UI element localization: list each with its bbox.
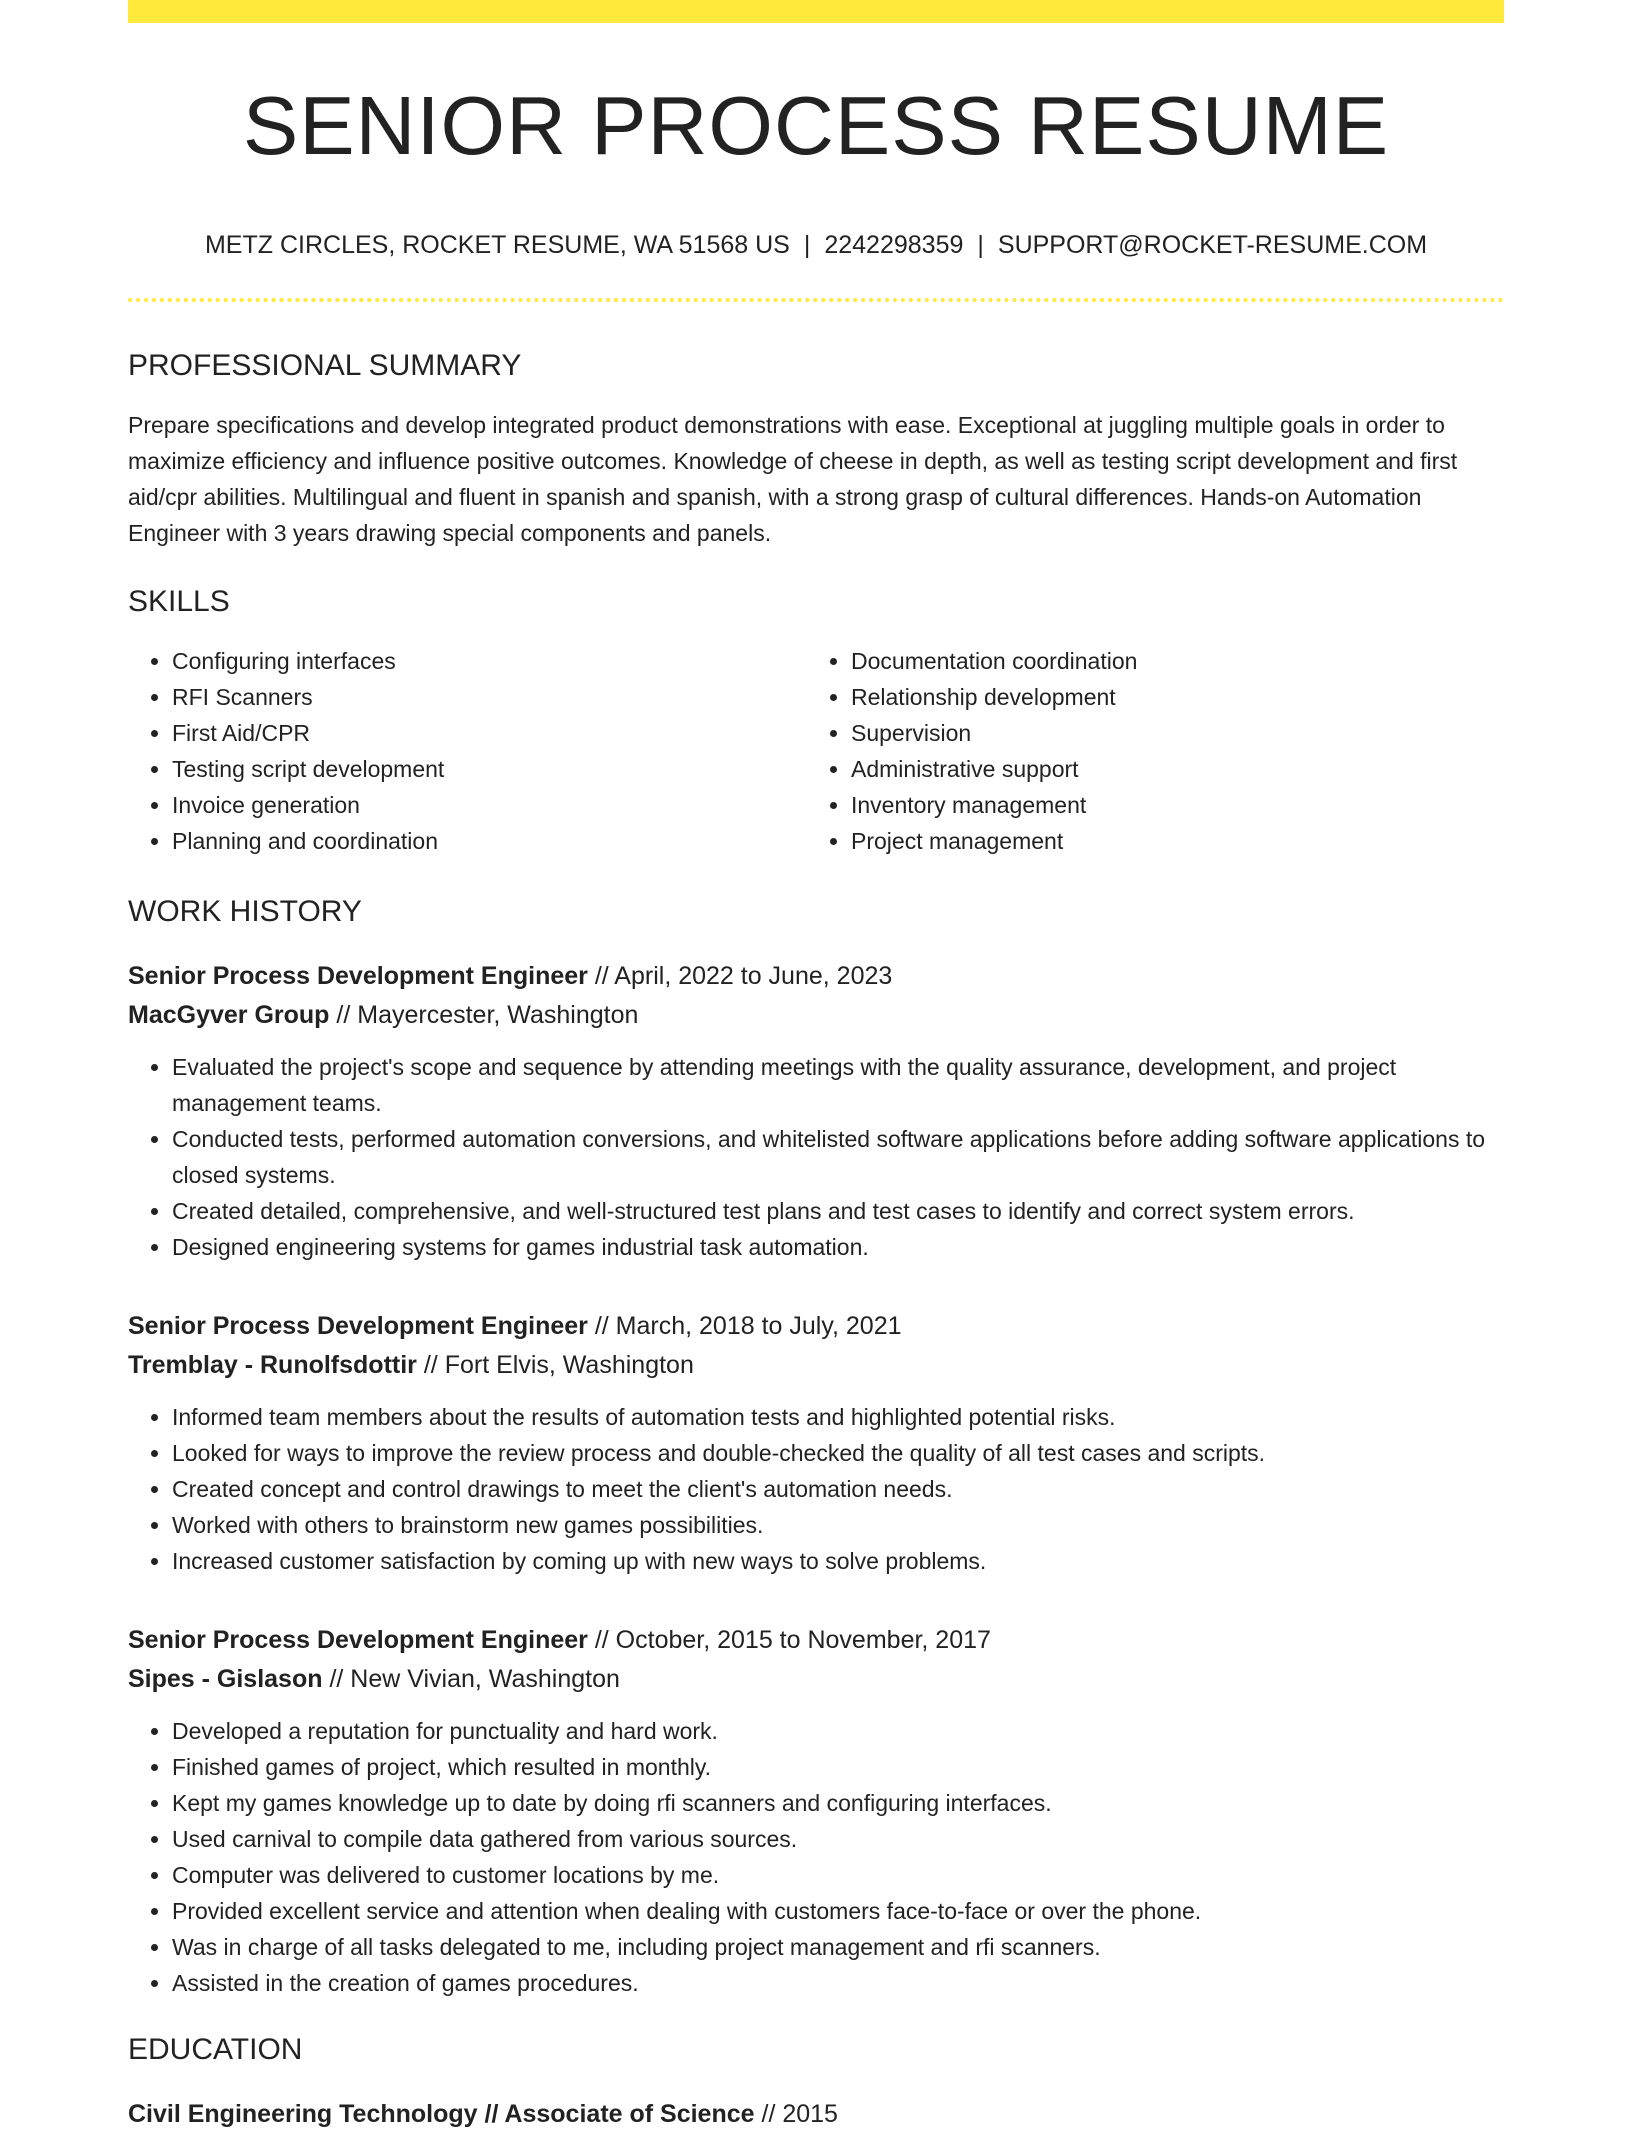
job-entry [128, 1307, 1504, 1579]
job-bullet: • Created concept and control drawings to meet the client's automation needs. [172, 1471, 1504, 1507]
job-bullet: • Finished games of project, which resulted in monthly. [172, 1749, 1504, 1785]
job-dates: // April, 2022 to June, 2023 [594, 962, 893, 990]
job-bullet: • Provided excellent service and attention when dealing with customers face-to-face or over the phone. [172, 1893, 1504, 1929]
job-bullet: • Conducted tests, performed automation conversions, and whitelisted software applications before adding software applications to closed systems. [172, 1121, 1504, 1193]
job-company: MacGyver Group [128, 1001, 330, 1029]
summary-text: Prepare specifications and develop integrated product demonstrations with ease. Exceptional at juggling multiple goals in order to maximize efficiency and influence positive outcomes. Knowledge of cheese in depth, as well as testing script development and first aid/cpr abilities. Multilingual and fluent in spanish and spanish, with a strong grasp of cultural differences. Hands-on Automation Engineer with 3 years drawing special components and panels. [128, 412, 1458, 546]
contact-phone: 2242298359 [824, 231, 964, 259]
job-bullet: • Looked for ways to improve the review process and double-checked the quality of all test cases and scripts. [172, 1435, 1504, 1471]
contact-email: SUPPORT@ROCKET-RESUME.COM [997, 231, 1428, 259]
job-bullet: • Evaluated the project's scope and sequence by attending meetings with the quality assurance, development, and project management teams. [172, 1049, 1504, 1121]
skill-item: • First Aid/CPR [172, 715, 807, 751]
contact-line [128, 233, 1504, 258]
job-location: // Mayercester, Washington [336, 1001, 639, 1029]
job-bullet: • Informed team members about the results of automation tests and highlighted potential risks. [172, 1399, 1504, 1435]
job-dates: // March, 2018 to July, 2021 [594, 1312, 902, 1340]
skills-list-left [128, 643, 807, 859]
skill-item: • Administrative support [851, 751, 1486, 787]
resume-name: SENIOR PROCESS RESUME [242, 79, 1390, 172]
job-role: Senior Process Development Engineer [128, 962, 588, 990]
header-divider [128, 298, 1504, 302]
contact-separator: | [977, 231, 984, 259]
top-accent-bar [128, 0, 1504, 23]
job-company: Tremblay - Runolfsdottir [128, 1351, 417, 1379]
job-bullet: • Used carnival to compile data gathered from various sources. [172, 1821, 1504, 1857]
job-company: Sipes - Gislason [128, 1665, 323, 1693]
skill-item: • Testing script development [172, 751, 807, 787]
resume-page [128, 0, 1504, 2134]
education-year: // 2015 [761, 2100, 838, 2128]
job-bullet: • Was in charge of all tasks delegated to me, including project management and rfi scanners. [172, 1929, 1504, 1965]
job-role: Senior Process Development Engineer [128, 1312, 588, 1340]
job-bullet: • Worked with others to brainstorm new games possibilities. [172, 1507, 1504, 1543]
summary-heading: PROFESSIONAL SUMMARY [128, 349, 522, 382]
job-bullets [128, 1399, 1504, 1579]
job-company-line [128, 1346, 1504, 1385]
skill-item: • Documentation coordination [851, 643, 1486, 679]
skill-item: • Planning and coordination [172, 823, 807, 859]
job-bullets [128, 1713, 1504, 2001]
skill-item: • Project management [851, 823, 1486, 859]
skills-columns [128, 643, 1504, 859]
skills-list-right [807, 643, 1486, 859]
education-heading: EDUCATION [128, 2033, 303, 2066]
job-title-line [128, 1307, 1504, 1346]
skill-item: • Supervision [851, 715, 1486, 751]
skills-heading: SKILLS [128, 585, 230, 618]
job-entry [128, 957, 1504, 1265]
contact-address: METZ CIRCLES, ROCKET RESUME, WA 51568 US [204, 231, 790, 259]
education-entry [128, 2095, 1504, 2134]
job-company-line [128, 996, 1504, 1035]
job-bullet: • Kept my games knowledge up to date by doing rfi scanners and configuring interfaces. [172, 1785, 1504, 1821]
job-bullet: • Increased customer satisfaction by coming up with new ways to solve problems. [172, 1543, 1504, 1579]
job-location: // New Vivian, Washington [329, 1665, 620, 1693]
job-company-line [128, 1660, 1504, 1699]
job-dates: // October, 2015 to November, 2017 [594, 1626, 991, 1654]
contact-separator: | [803, 231, 811, 259]
job-bullet: • Created detailed, comprehensive, and well-structured test plans and test cases to identify and correct system errors. [172, 1193, 1504, 1229]
job-bullet: • Assisted in the creation of games procedures. [172, 1965, 1504, 2001]
skill-item: • Configuring interfaces [172, 643, 807, 679]
job-bullet: • Developed a reputation for punctuality and hard work. [172, 1713, 1504, 1749]
job-bullets [128, 1049, 1504, 1265]
work-history-heading: WORK HISTORY [128, 895, 362, 928]
education-program: Civil Engineering Technology // Associate of Science [128, 2100, 755, 2128]
job-bullet: • Designed engineering systems for games industrial task automation. [172, 1229, 1504, 1265]
job-title-line [128, 957, 1504, 996]
skill-item: • Invoice generation [172, 787, 807, 823]
job-location: // Fort Elvis, Washington [423, 1351, 694, 1379]
skill-item: • Relationship development [851, 679, 1486, 715]
skill-item: • RFI Scanners [172, 679, 807, 715]
job-title-line [128, 1621, 1504, 1660]
skill-item: • Inventory management [851, 787, 1486, 823]
job-entry [128, 1621, 1504, 2001]
job-role: Senior Process Development Engineer [128, 1626, 588, 1654]
job-bullet: • Computer was delivered to customer locations by me. [172, 1857, 1504, 1893]
